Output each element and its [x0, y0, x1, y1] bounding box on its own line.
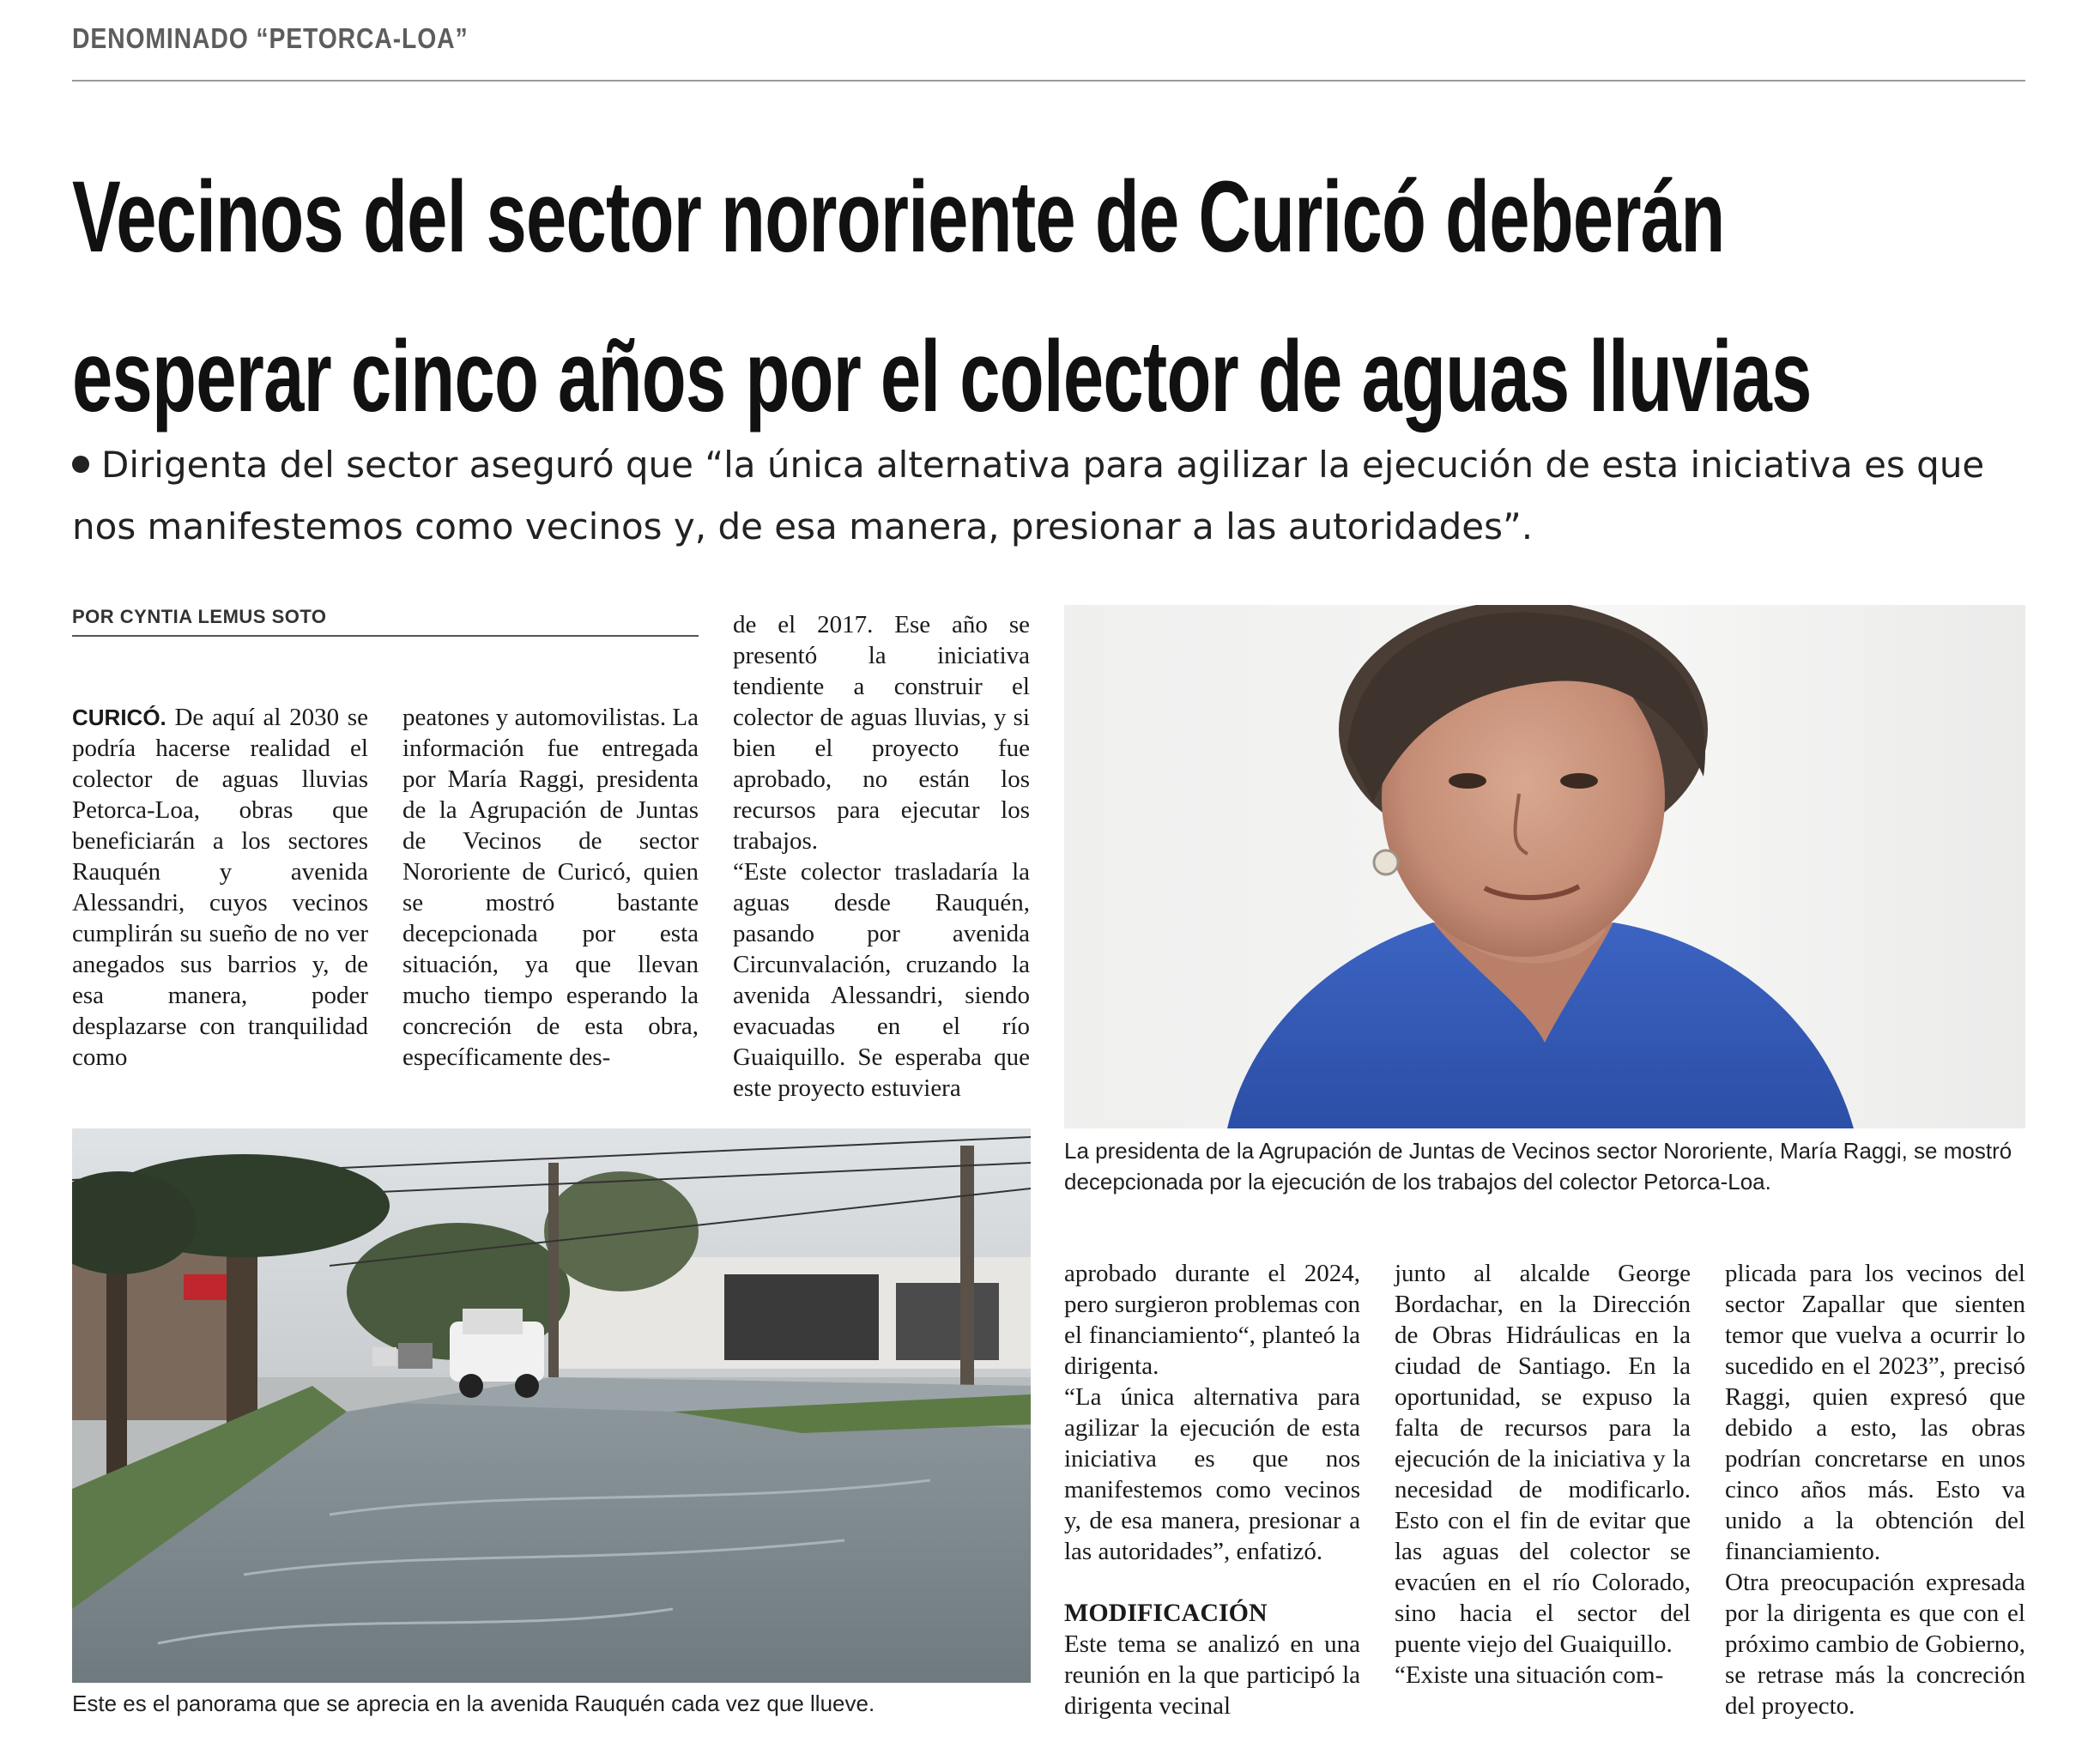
body-paragraph: Este tema se analizó en una reunión en la que participó la dirigenta vecinal: [1064, 1630, 1360, 1720]
subheadline: [72, 434, 2037, 558]
headline-line-1: Vecinos del sector nororiente de Curicó deberán: [72, 160, 1725, 274]
body-column-2: [402, 702, 699, 1073]
byline-rule: [72, 635, 699, 637]
section-heading: MODIFICACIÓN: [1064, 1599, 1268, 1627]
subheadline-line-2: nos manifestemos como vecinos y, de esa manera, presionar a las autoridades”.: [72, 505, 1534, 547]
section-kicker: DENOMINADO “PETORCA-LOA”: [72, 22, 469, 54]
header-rule: [72, 80, 2025, 82]
dateline: CURICÓ.: [72, 705, 166, 730]
street-caption: Este es el panorama que se aprecia en la avenida Rauquén cada vez que llueve.: [72, 1691, 875, 1716]
street-illustration: [72, 1128, 1031, 1683]
body-paragraph: aprobado durante el 2024, pero surgieron problemas con el financiamiento“, planteó la dirigenta.: [1064, 1260, 1360, 1380]
headline: [72, 137, 1812, 457]
street-photo: [72, 1128, 1031, 1683]
body-paragraph: de el 2017. Ese año se presentó la iniciativa tendiente a construir el colector de aguas lluvias, y si bien el proyecto fue aprobado, no están los recursos para ejecutar los trabajos.: [733, 611, 1030, 855]
byline: POR CYNTIA LEMUS SOTO: [72, 606, 327, 627]
body-paragraph: plicada para los vecinos del sector Zapallar que sienten temor que vuelva a ocurrir lo sucedido en el 2023”, precisó Raggi, quien expresó que debido a esto, las obras podrían concretarse en unos cinco años más. Esto va unido a la obtención del financiamiento.: [1725, 1260, 2025, 1565]
portrait-illustration: [1064, 605, 2025, 1128]
body-paragraph: “Este colector trasladaría la aguas desde Rauquén, pasando por avenida Circunvalación, cruzando la avenida Alessandri, siendo evacuadas en el río Guaiquillo. Se esperaba que este proyecto estuviera: [733, 858, 1030, 1102]
subheadline-line-1: Dirigenta del sector aseguró que “la única alternativa para agilizar la ejecución de esta iniciativa es que: [72, 434, 2037, 496]
body-paragraph: Otra preocupación expresada por la dirigenta es que con el próximo cambio de Gobierno, se retrase más la concreción del proyecto.: [1725, 1569, 2025, 1720]
body-paragraph: junto al alcalde George Bordachar, en la Dirección de Obras Hidráulicas en la ciudad de Santiago. En la oportunidad, se expuso la falta de recursos para la ejecución de la iniciativa y la necesidad de modificarlo. Esto con el fin de evitar que las aguas del colector se evacúen en el río Colorado, sino hacia el sector del puente viejo del Guaiquillo.: [1395, 1260, 1691, 1658]
body-column-4: [1064, 1258, 1360, 1721]
body-column-6: [1725, 1258, 2025, 1721]
portrait-caption: La presidenta de la Agrupación de Juntas de Vecinos sector Nororiente, María Raggi, se mostró decepcionada por la ejecución de los trabajos del colector Petorca-Loa.: [1064, 1138, 2012, 1195]
body-column-3: [733, 609, 1030, 1104]
headline-line-2: esperar cinco años por el colector de aguas lluvias: [72, 320, 1812, 433]
body-column-5: [1395, 1258, 1691, 1691]
portrait-photo: [1064, 605, 2025, 1128]
body-paragraph: “La única alternativa para agilizar la ejecución de esta iniciativa es que nos manifestemos como vecinos y, de esa manera, presionar a las autoridades”, enfatizó.: [1064, 1383, 1360, 1565]
body-column-1: [72, 702, 368, 1073]
body-paragraph: peatones y automovilistas. La información fue entregada por María Raggi, presidenta de la Agrupación de Juntas de Vecinos de sector Nororiente de Curicó, quien se mostró bastante decepcionada por esta situación, ya que llevan mucho tiempo esperando la concreción de esta obra, específicamente des-: [402, 704, 699, 1071]
body-text: De aquí al 2030 se podría hacerse realidad el colector de aguas lluvias Petorca-Loa, obras que beneficiarán a los sectores Rauquén y avenida Alessandri, cuyos vecinos cumplirán su sueño de no ver anegados sus barrios y, de esa manera, poder desplazarse con tranquilidad como: [72, 704, 368, 1071]
bullet-icon: [72, 456, 89, 473]
body-paragraph: “Existe una situación com-: [1395, 1661, 1664, 1689]
